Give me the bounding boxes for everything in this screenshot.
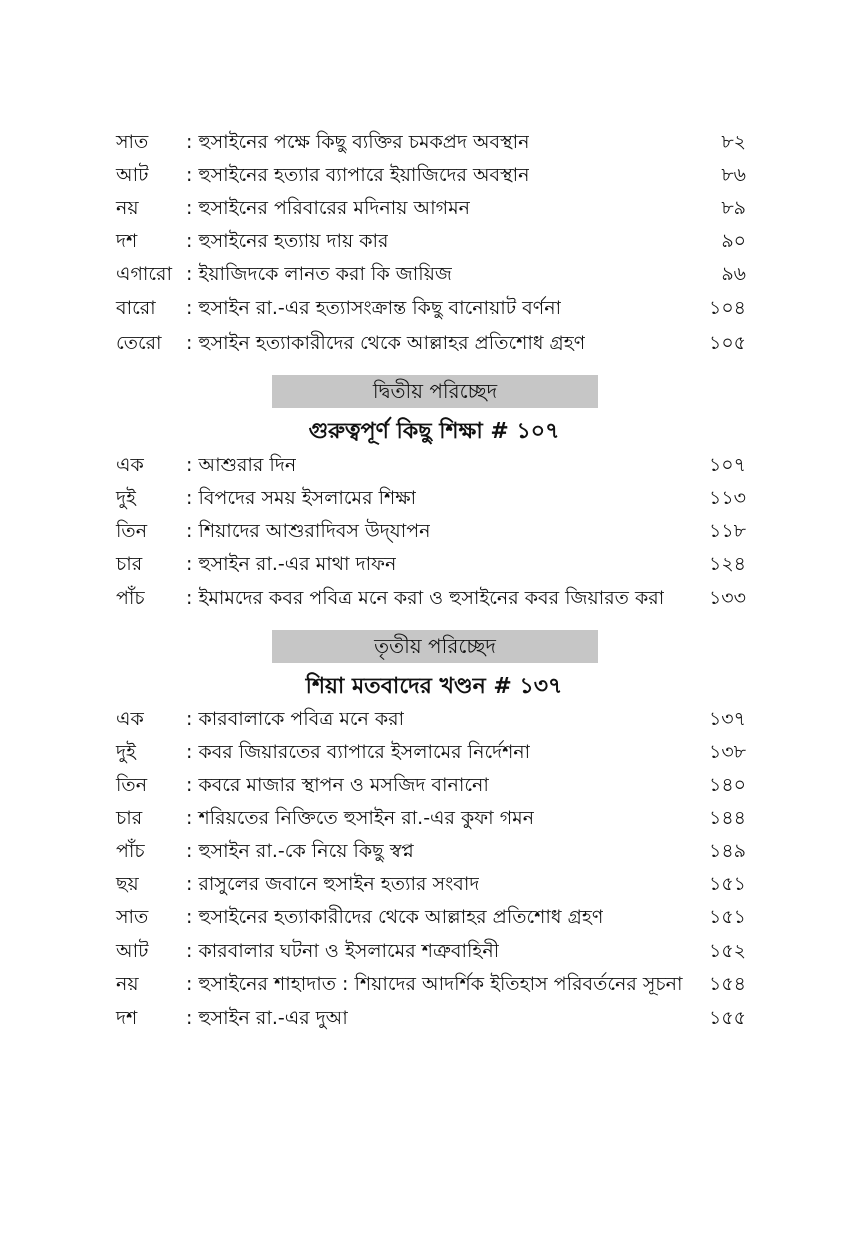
entry-title: : হুসাইনের পক্ষে কিছু ব্যক্তির চমকপ্রদ অবস্থান (186, 131, 530, 153)
entry-page: ৮৬ (721, 164, 746, 186)
entry-number: দশ (116, 1007, 138, 1029)
entry-page: ৯০ (721, 230, 746, 252)
entry-number: তেরো (116, 332, 162, 354)
toc-entry (0, 1002, 868, 1035)
toc-entry (0, 935, 868, 968)
entry-title: : হুসাইন রা.-কে নিয়ে কিছু স্বপ্ন (186, 840, 414, 862)
entry-title: : হুসাইনের হত্যার ব্যাপারে ইয়াজিদের অবস্থান (186, 164, 530, 186)
entry-number: সাত (116, 906, 149, 928)
entry-page: ১০৫ (708, 332, 746, 354)
entry-number: সাত (116, 131, 149, 153)
entry-number: এক (116, 708, 144, 730)
entry-number: আট (116, 940, 149, 962)
entry-title: : বিপদের সময় ইসলামের শিক্ষা (186, 487, 417, 509)
entry-number: দুই (116, 487, 136, 509)
chapter-title: শিয়া মতবাদের খণ্ডন # ১৩৭ (305, 674, 563, 699)
entry-title: : রাসুলের জবানে হুসাইন হত্যার সংবাদ (186, 873, 480, 895)
entry-number: নয় (116, 197, 139, 219)
chapter-banner: দ্বিতীয় পরিচ্ছেদ (272, 375, 598, 408)
entry-number: পাঁচ (116, 587, 145, 609)
entry-number: চার (116, 553, 143, 575)
entry-number: দুই (116, 741, 136, 763)
entry-title: : আশুরার দিন (186, 454, 297, 476)
entry-title: : হুসাইন রা.-এর দুআ (186, 1007, 348, 1029)
entry-page: ১৫৪ (709, 973, 746, 995)
toc-entry (0, 736, 868, 769)
entry-title: : কবরে মাজার স্থাপন ও মসজিদ বানানো (186, 774, 489, 796)
entry-number: ছয় (116, 873, 139, 895)
entry-page: ১২৪ (708, 553, 746, 575)
entry-page: ১০৪ (708, 297, 746, 319)
toc-entry (0, 515, 868, 548)
entry-page: ১৫১ (709, 906, 746, 928)
entry-number: এক (116, 454, 144, 476)
entry-page: ১৪৯ (709, 840, 746, 862)
entry-page: ১৫১ (709, 873, 746, 895)
entry-number: দশ (116, 230, 138, 252)
entry-title: : হুসাইনের শাহাদাত : শিয়াদের আদর্শিক ইতিহাস পরিবর্তনের সূচনা (186, 973, 683, 995)
entry-number: তিন (116, 774, 148, 796)
toc-entry (0, 482, 868, 515)
toc-entry (0, 126, 868, 159)
entry-title: : কারবালাকে পবিত্র মনে করা (186, 708, 405, 730)
toc-entry (0, 901, 868, 934)
entry-title: : শিয়াদের আশুরাদিবস উদ্‌যাপন (186, 520, 431, 542)
entry-title: : হুসাইনের হত্যায় দায় কার (186, 230, 389, 252)
toc-entry (0, 582, 868, 615)
entry-title: : কারবালার ঘটনা ও ইসলামের শত্রুবাহিনী (186, 940, 500, 962)
toc-entry (0, 548, 868, 581)
entry-title: : ইয়াজিদকে লানত করা কি জায়িজ (186, 263, 452, 285)
chapter-title: গুরুত্বপূর্ণ কিছু শিক্ষা # ১০৭ (308, 419, 560, 444)
entry-page: ১০৭ (708, 454, 746, 476)
toc-entry (0, 327, 868, 360)
toc-entry (0, 225, 868, 258)
entry-title: : হুসাইনের হত্যাকারীদের থেকে আল্লাহর প্রতিশোধ গ্রহণ (186, 906, 604, 928)
entry-number: আট (116, 164, 149, 186)
entry-page: ১৩৭ (708, 708, 746, 730)
entry-page: ১৫৫ (709, 1007, 746, 1029)
entry-page: ৮২ (721, 131, 746, 153)
entry-title: : শরিয়তের নিক্তিতে হুসাইন রা.-এর কুফা গমন (186, 807, 535, 829)
entry-page: ১৩৩ (708, 587, 746, 609)
entry-title: : হুসাইন রা.-এর হত্যাসংক্রান্ত কিছু বানোয়াট বর্ণনা (186, 297, 562, 319)
toc-entry (0, 703, 868, 736)
entry-page: ৮৯ (721, 197, 746, 219)
toc-entry (0, 292, 868, 325)
entry-title: : কবর জিয়ারতের ব্যাপারে ইসলামের নির্দেশনা (186, 741, 531, 763)
entry-page: ১৪০ (708, 774, 746, 796)
entry-page: ১১৮ (709, 520, 746, 542)
toc-entry (0, 868, 868, 901)
toc-entry (0, 258, 868, 291)
entry-number: পাঁচ (116, 840, 145, 862)
entry-title: : হুসাইন রা.-এর মাথা দাফন (186, 553, 397, 575)
toc-entry (0, 192, 868, 225)
entry-number: এগারো (116, 263, 173, 285)
entry-page: ১৫২ (708, 940, 746, 962)
entry-title: : হুসাইন হত্যাকারীদের থেকে আল্লাহর প্রতিশোধ গ্রহণ (186, 332, 586, 354)
entry-page: ১৪৪ (709, 807, 746, 829)
entry-title: : ইমামদের কবর পবিত্র মনে করা ও হুসাইনের কবর জিয়ারত করা (186, 587, 665, 609)
toc-entry (0, 159, 868, 192)
entry-page: ৯৬ (721, 263, 746, 285)
entry-number: তিন (116, 520, 148, 542)
chapter-banner: তৃতীয় পরিচ্ছেদ (272, 630, 598, 663)
toc-entry (0, 449, 868, 482)
entry-number: নয় (116, 973, 139, 995)
entry-number: চার (116, 807, 143, 829)
entry-page: ১১৩ (708, 487, 746, 509)
toc-entry (0, 802, 868, 835)
entry-page: ১৩৮ (708, 741, 746, 763)
toc-entry (0, 835, 868, 868)
toc-entry (0, 968, 868, 1001)
entry-number: বারো (116, 297, 156, 319)
toc-entry (0, 769, 868, 802)
entry-title: : হুসাইনের পরিবারের মদিনায় আগমন (186, 197, 470, 219)
